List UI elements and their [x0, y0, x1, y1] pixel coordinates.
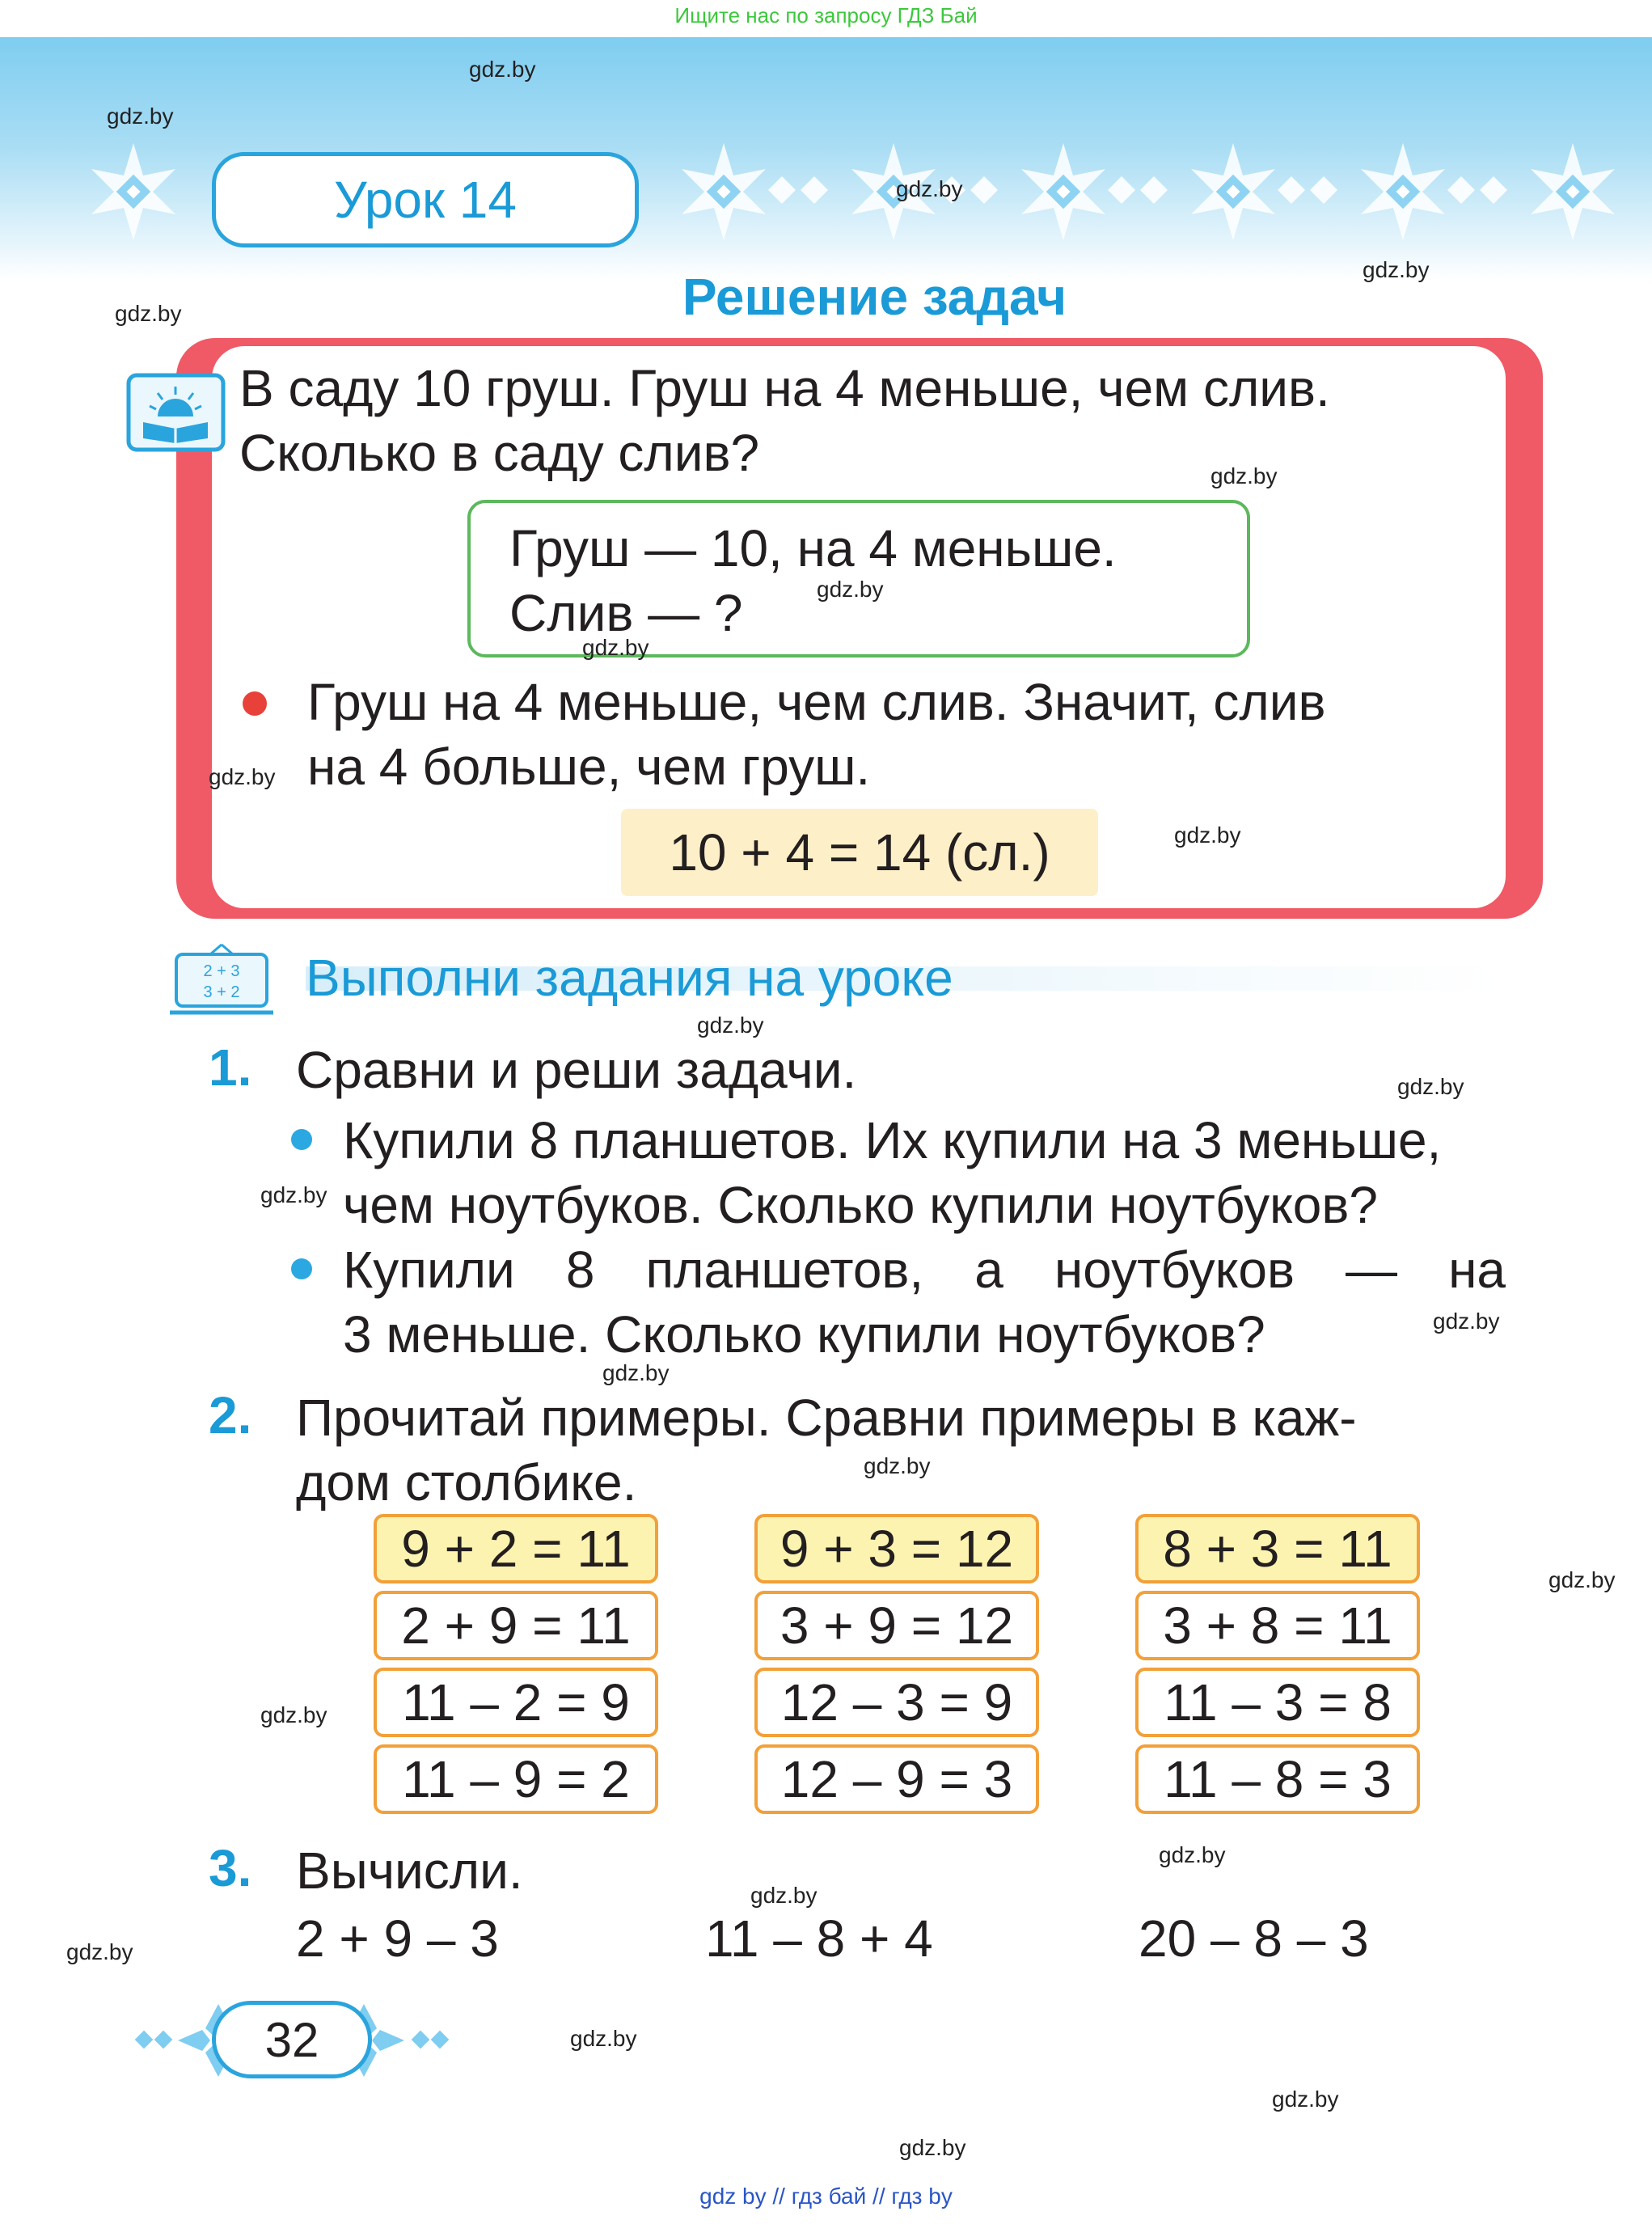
reasoning-line2: на 4 больше, чем груш. — [307, 738, 871, 796]
book-sun-icon — [125, 372, 226, 453]
example-box: 11 – 8 = 3 — [1135, 1744, 1420, 1814]
example-box: 11 – 2 = 9 — [374, 1668, 658, 1737]
example-box: 11 – 9 = 2 — [374, 1744, 658, 1814]
short-record-line2: Слив — ? — [509, 584, 743, 642]
task1-bullet2-icon — [291, 1258, 312, 1279]
example-box: 8 + 3 = 11 — [1135, 1514, 1420, 1583]
task1-item1-line2: чем ноутбуков. Сколько купили ноутбуков? — [343, 1176, 1378, 1234]
task1-item1-line1: Купили 8 планшетов. Их купили на 3 меньше, — [343, 1111, 1442, 1169]
solution-equation: 10 + 4 = 14 (сл.) — [621, 809, 1098, 896]
reasoning-line1: Груш на 4 меньше, чем слив. Значит, слив — [307, 673, 1326, 731]
example-box: 3 + 8 = 11 — [1135, 1591, 1420, 1660]
task1-number: 1. — [209, 1038, 252, 1097]
watermark: gdz.by — [570, 2026, 637, 2051]
watermark: gdz.by — [1548, 1567, 1616, 1592]
watermark: gdz.by — [697, 1013, 764, 1038]
blackboard-icon — [170, 943, 273, 1017]
watermark: gdz.by — [1159, 1842, 1226, 1867]
task3-title: Вычисли. — [296, 1841, 523, 1900]
blackboard-line2: 3 + 2 — [203, 983, 240, 1001]
watermark: gdz.by — [209, 764, 276, 789]
watermark: gdz.by — [1174, 822, 1241, 848]
watermark: gdz.by — [1433, 1309, 1500, 1334]
watermark: gdz.by — [896, 176, 963, 201]
watermark: gdz.by — [602, 1360, 670, 1385]
calc-expression: 2 + 9 – 3 — [296, 1909, 499, 1968]
watermark: gdz.by — [115, 301, 182, 326]
watermark: gdz.by — [107, 104, 174, 129]
watermark: gdz.by — [1363, 257, 1430, 282]
task3-number: 3. — [209, 1839, 252, 1897]
watermark: gdz.by — [1397, 1074, 1464, 1099]
example-box: 2 + 9 = 11 — [374, 1591, 658, 1660]
example-box: 12 – 9 = 3 — [754, 1744, 1039, 1814]
task2-title-line1: Прочитай примеры. Сравни примеры в каж- — [296, 1389, 1357, 1447]
calc-expression: 20 – 8 – 3 — [1139, 1909, 1369, 1968]
watermark: gdz.by — [260, 1702, 327, 1727]
task2-title-line2: дом столбике. — [296, 1453, 637, 1512]
task2-number: 2. — [209, 1386, 252, 1444]
watermark: gdz.by — [582, 635, 649, 660]
example-box: 9 + 3 = 12 — [754, 1514, 1039, 1583]
example-box: 3 + 9 = 12 — [754, 1591, 1039, 1660]
task1-title: Сравни и реши задачи. — [296, 1041, 857, 1099]
task1-bullet1-icon — [291, 1129, 312, 1150]
blackboard-line1: 2 + 3 — [203, 962, 240, 980]
task1-item2-line1: Купили 8 планшетов, а ноутбуков — на — [343, 1241, 1506, 1299]
problem-text-line2: Сколько в саду слив? — [239, 424, 760, 482]
calc-expression: 11 – 8 + 4 — [705, 1909, 933, 1968]
problem-text-line1: В саду 10 груш. Груш на 4 меньше, чем слив. — [239, 359, 1330, 417]
task1-item2-line2: 3 меньше. Сколько купили ноутбуков? — [343, 1305, 1265, 1364]
watermark: gdz.by — [899, 2135, 966, 2160]
page-number: 32 — [212, 2001, 372, 2078]
watermark: gdz.by — [1210, 463, 1278, 488]
watermark: gdz.by — [66, 1939, 133, 1964]
section-title: Выполни задания на уроке — [306, 949, 953, 1007]
example-box: 11 – 3 = 8 — [1135, 1668, 1420, 1737]
bullet-icon — [243, 691, 267, 716]
watermark: gdz.by — [469, 57, 536, 82]
example-box: 12 – 3 = 9 — [754, 1668, 1039, 1737]
example-box: 9 + 2 = 11 — [374, 1514, 658, 1583]
watermark: gdz.by — [817, 577, 884, 602]
short-record-line1: Груш — 10, на 4 меньше. — [509, 519, 1117, 577]
watermark: gdz.by — [260, 1182, 327, 1207]
watermark: gdz.by — [1272, 2087, 1339, 2112]
lesson-label: Урок 14 — [212, 152, 639, 247]
footer-links[interactable]: gdz by // гдз бай // гдз by — [699, 2184, 953, 2209]
watermark: gdz.by — [750, 1883, 818, 1908]
topic-title: Решение задач — [682, 268, 1067, 326]
top-search-link[interactable]: Ищите нас по запросу ГДЗ Бай — [674, 3, 978, 27]
watermark: gdz.by — [864, 1453, 931, 1478]
